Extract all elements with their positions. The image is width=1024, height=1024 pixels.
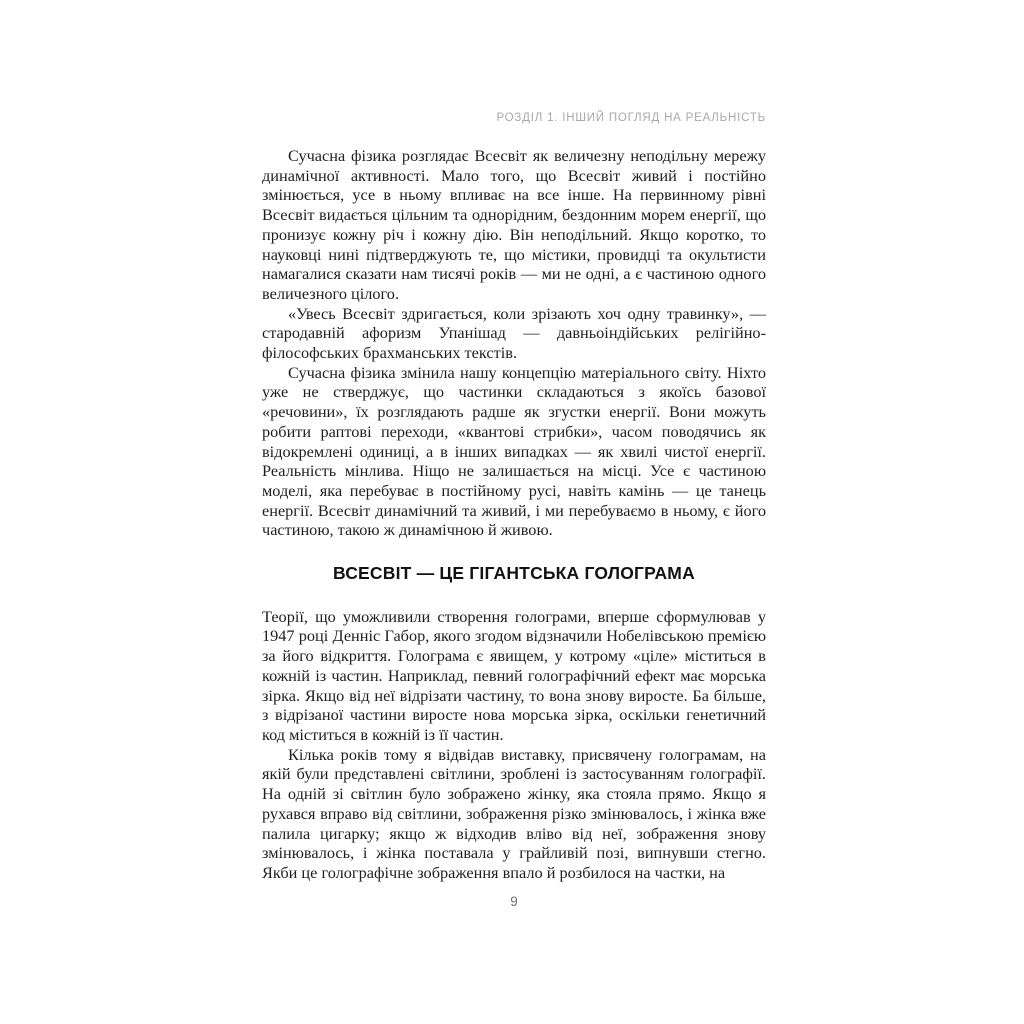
section-heading: ВСЕСВІТ — ЦЕ ГІГАНТСЬКА ГОЛОГРАМА <box>333 563 695 584</box>
body-paragraph-4: Теорії, що уможливили створення голограми, вперше сформулював у 1947 році Денніс Габор, якого згодом відзначили Нобелівською премією за його відкриття. Голограма є явищем, у котрому «ціле» міститься в кожній із частин. Наприклад, певний голографічний ефект має морська зірка. Якщо від неї відрізати частину, то вона знову виросте. Ба більше, з відрізаної частини виросте нова морська зірка, оскільки генетичний код міститься в кожній із її частин. <box>262 606 766 744</box>
body-paragraph-1: Сучасна фізика розглядає Всесвіт як величезну неподільну мережу динамічної активності. Мало того, що Всесвіт живий і постійно змінюється, усе в ньому впливає на все інше. На первинному рівні Всесвіт видається цільним та однорідним, бездонним морем енергії, що пронизує кожну річ і кожну дію. Він неподільний. Якщо коротко, то науковці нині підтверджують те, що містики, провидці та окультисти намагалися сказати нам тисячі років — ми не одні, а є частиною одного величезного цілого. <box>262 146 766 303</box>
body-paragraph-3: Сучасна фізика змінила нашу концепцію матеріального світу. Ніхто уже не стверджує, що частинки складаються з якоїсь базової «речовини», їх розглядають радше як згустки енергії. Вони можуть робити раптові переходи, «квантові стрибки», часом поводячись як відокремлені одиниці, а в інших випадках — як хвилі чистої енергії. Реальність мінлива. Ніщо не залишається на місці. Усе є частиною моделі, яка перебуває в постійному русі, навіть камінь — це танець енергії. Всесвіт динамічний та живий, і ми перебуваємо в ньому, є його частиною, такою ж динамічною й живою. <box>262 362 766 540</box>
running-header: РОЗДІЛ 1. ІНШИЙ ПОГЛЯД НА РЕАЛЬНІСТЬ <box>496 112 766 124</box>
text-block <box>262 146 766 883</box>
body-paragraph-5: Кілька років тому я відвідав виставку, присвячену голограмам, на якій були представлені світлини, зроблені із застосуванням голографії. На одній зі світлин було зображено жінку, яка стояла прямо. Якщо я рухався вправо від світлини, зображення різко змінювалось, і жінка вже палила цигарку; якщо ж відходив вліво від неї, зображення знову змінювалось, і жінка поставала у грайливій позі, випнувши стегно. Якби це голографічне зображення впало й розбилося на частки, на <box>262 744 766 882</box>
body-paragraph-2: «Увесь Всесвіт здригається, коли зрізають хоч одну травинку», — стародавній афоризм Упанішад — давньоіндійських релігійно-філософських брахманських текстів. <box>262 303 766 363</box>
page-number: 9 <box>510 894 518 909</box>
